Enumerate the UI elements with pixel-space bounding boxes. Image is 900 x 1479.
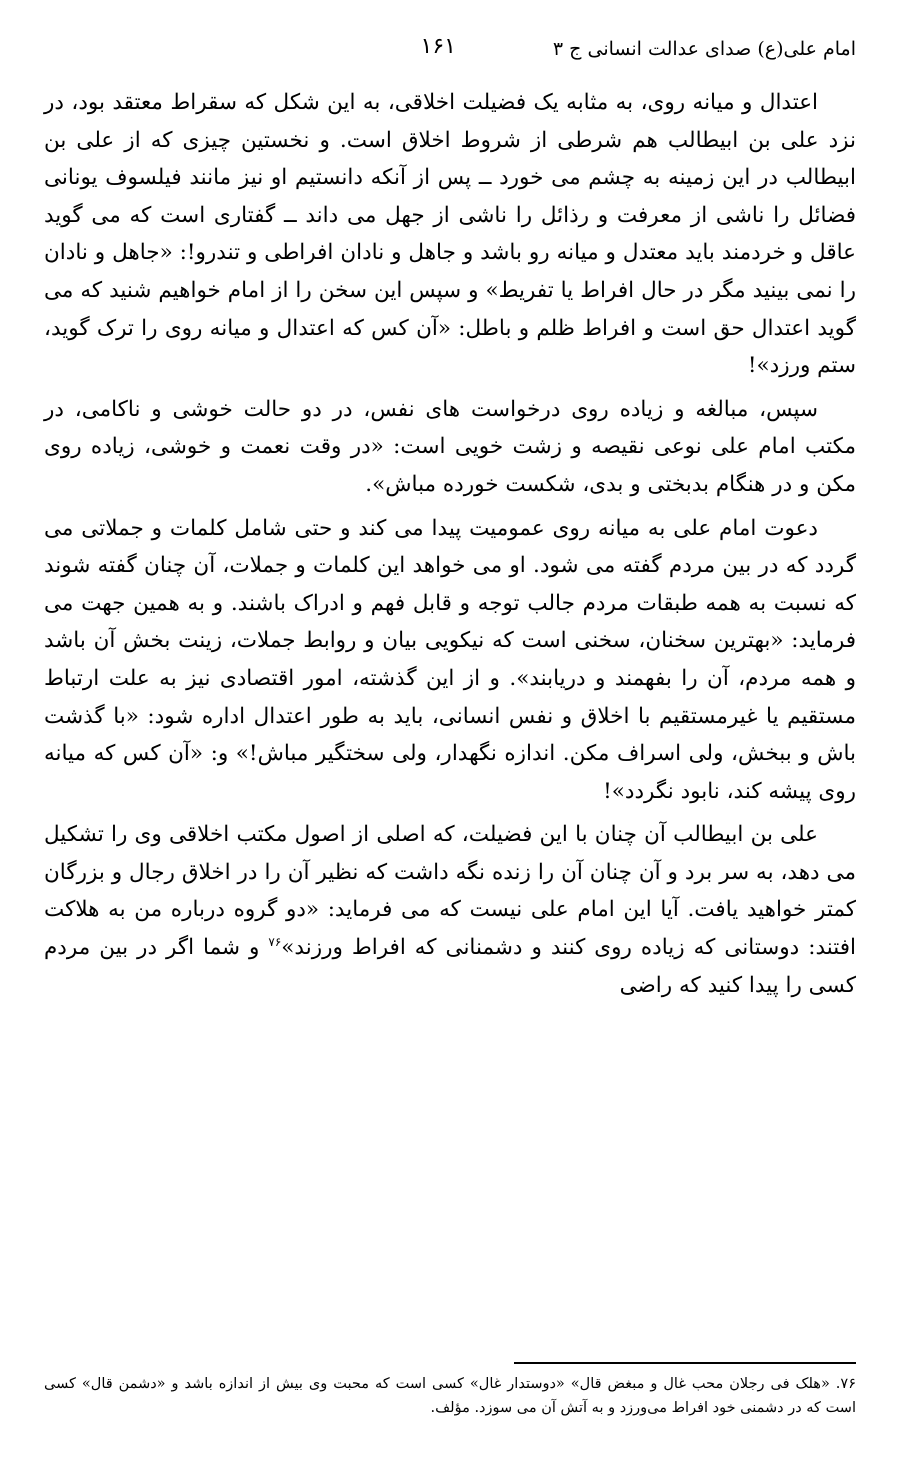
book-title: امام علی(ع) صدای عدالت انسانی ج ۳ — [552, 38, 856, 60]
paragraph-text-after-ref: و شما اگر در بین مردم کسی را پیدا کنید که راضی — [44, 935, 856, 998]
footnote-divider — [514, 1362, 856, 1364]
paragraph-text-before-ref: علی بن ابیطالب آن چنان با این فضیلت، که اصلی از اصول مکتب اخلاقی وی را تشکیل می دهد، به سر برد و آن چنان آن را زنده نگه داشت که نظیر آن را در اخلاق رجال و بزرگان کمتر خواهید یافت. آیا این امام علی نیست که می فرماید: «دو گروه درباره من به هلاکت افتند: دوستانی که زیاده روی کنند و دشمنانی که افراط ورزند» — [44, 822, 856, 961]
paragraph-with-footnote-ref — [44, 816, 856, 1004]
body-text — [44, 84, 856, 1004]
paragraph: سپس، مبالغه و زیاده روی درخواست های نفس، در دو حالت خوشی و ناکامی، در مکتب امام علی نوعی نقیصه و زشت خویی است: «در وقت نعمت و خوشی، زیاده روی مکن و در هنگام بدبختی و بدی، شکست خورده مباش». — [44, 396, 856, 497]
paragraph: اعتدال و میانه روی، به مثابه یک فضیلت اخلاقی، به این شکل که سقراط معتقد بود، در نزد علی بن ابیطالب هم شرطی از شروط اخلاق است. و نخستین چیزی که از علی بن ابیطالب در این زمینه به چشم می خورد ــ پس از آنکه دانستیم او نیز مانند فیلسوف یونانی فضائل را ناشی از معرفت و رذائل را ناشی از جهل می داند ــ گفتاری است که می گوید عاقل و خردمند باید معتدل و میانه رو باشد و جاهل و نادان افراطی و تندرو!: «جاهل و نادان را نمی بینید مگر در حال افراط یا تفریط» و سپس این سخن را از امام خواهیم شنید که می گوید اعتدال حق است و افراط ظلم و باطل: «آن کس که اعتدال و میانه روی را ترک گوید، ستم ورزد»! — [44, 90, 856, 379]
footnotes — [44, 1372, 856, 1420]
footnote: ۷۶. «هلک فی رجلان محب غال و مبغض قال» «دوستدار غال» کسی است که محبت وی بیش از اندازه باشد و «دشمن قال» کسی است که در دشمنی خود افراط می‌ورزد و به آتش آن می سوزد. مؤلف. — [44, 1376, 856, 1416]
footnote-reference[interactable]: ۷۶ — [268, 934, 282, 949]
running-header — [44, 34, 856, 74]
page-number: ۱۶۱ — [420, 34, 456, 59]
paragraph: دعوت امام علی به میانه روی عمومیت پیدا می کند و حتی شامل کلمات و جملاتی می گردد که در بین مردم گفته می شود. او می خواهد این کلمات و جملات، آن چنان گفته شوند که نسبت به همه طبقات مردم جالب توجه و قابل فهم و ادراک باشند. و به همین جهت می فرماید: «بهترین سخنان، سخنی است که نیکویی بیان و روابط جملات، زینت بخش آن باشد و همه مردم، آن را بفهمند و دریابند». و از این گذشته، امور اقتصادی نیز به علت ارتباط مستقیم یا غیرمستقیم با اخلاق و نفس انسانی، باید به طور اعتدال اداره شود: «با گذشت باش و ببخش، ولی اسراف مکن. اندازه نگهدار، ولی سختگیر مباش!» و: «آن کس که میانه روی پیشه کند، نابود نگردد»! — [44, 515, 856, 804]
